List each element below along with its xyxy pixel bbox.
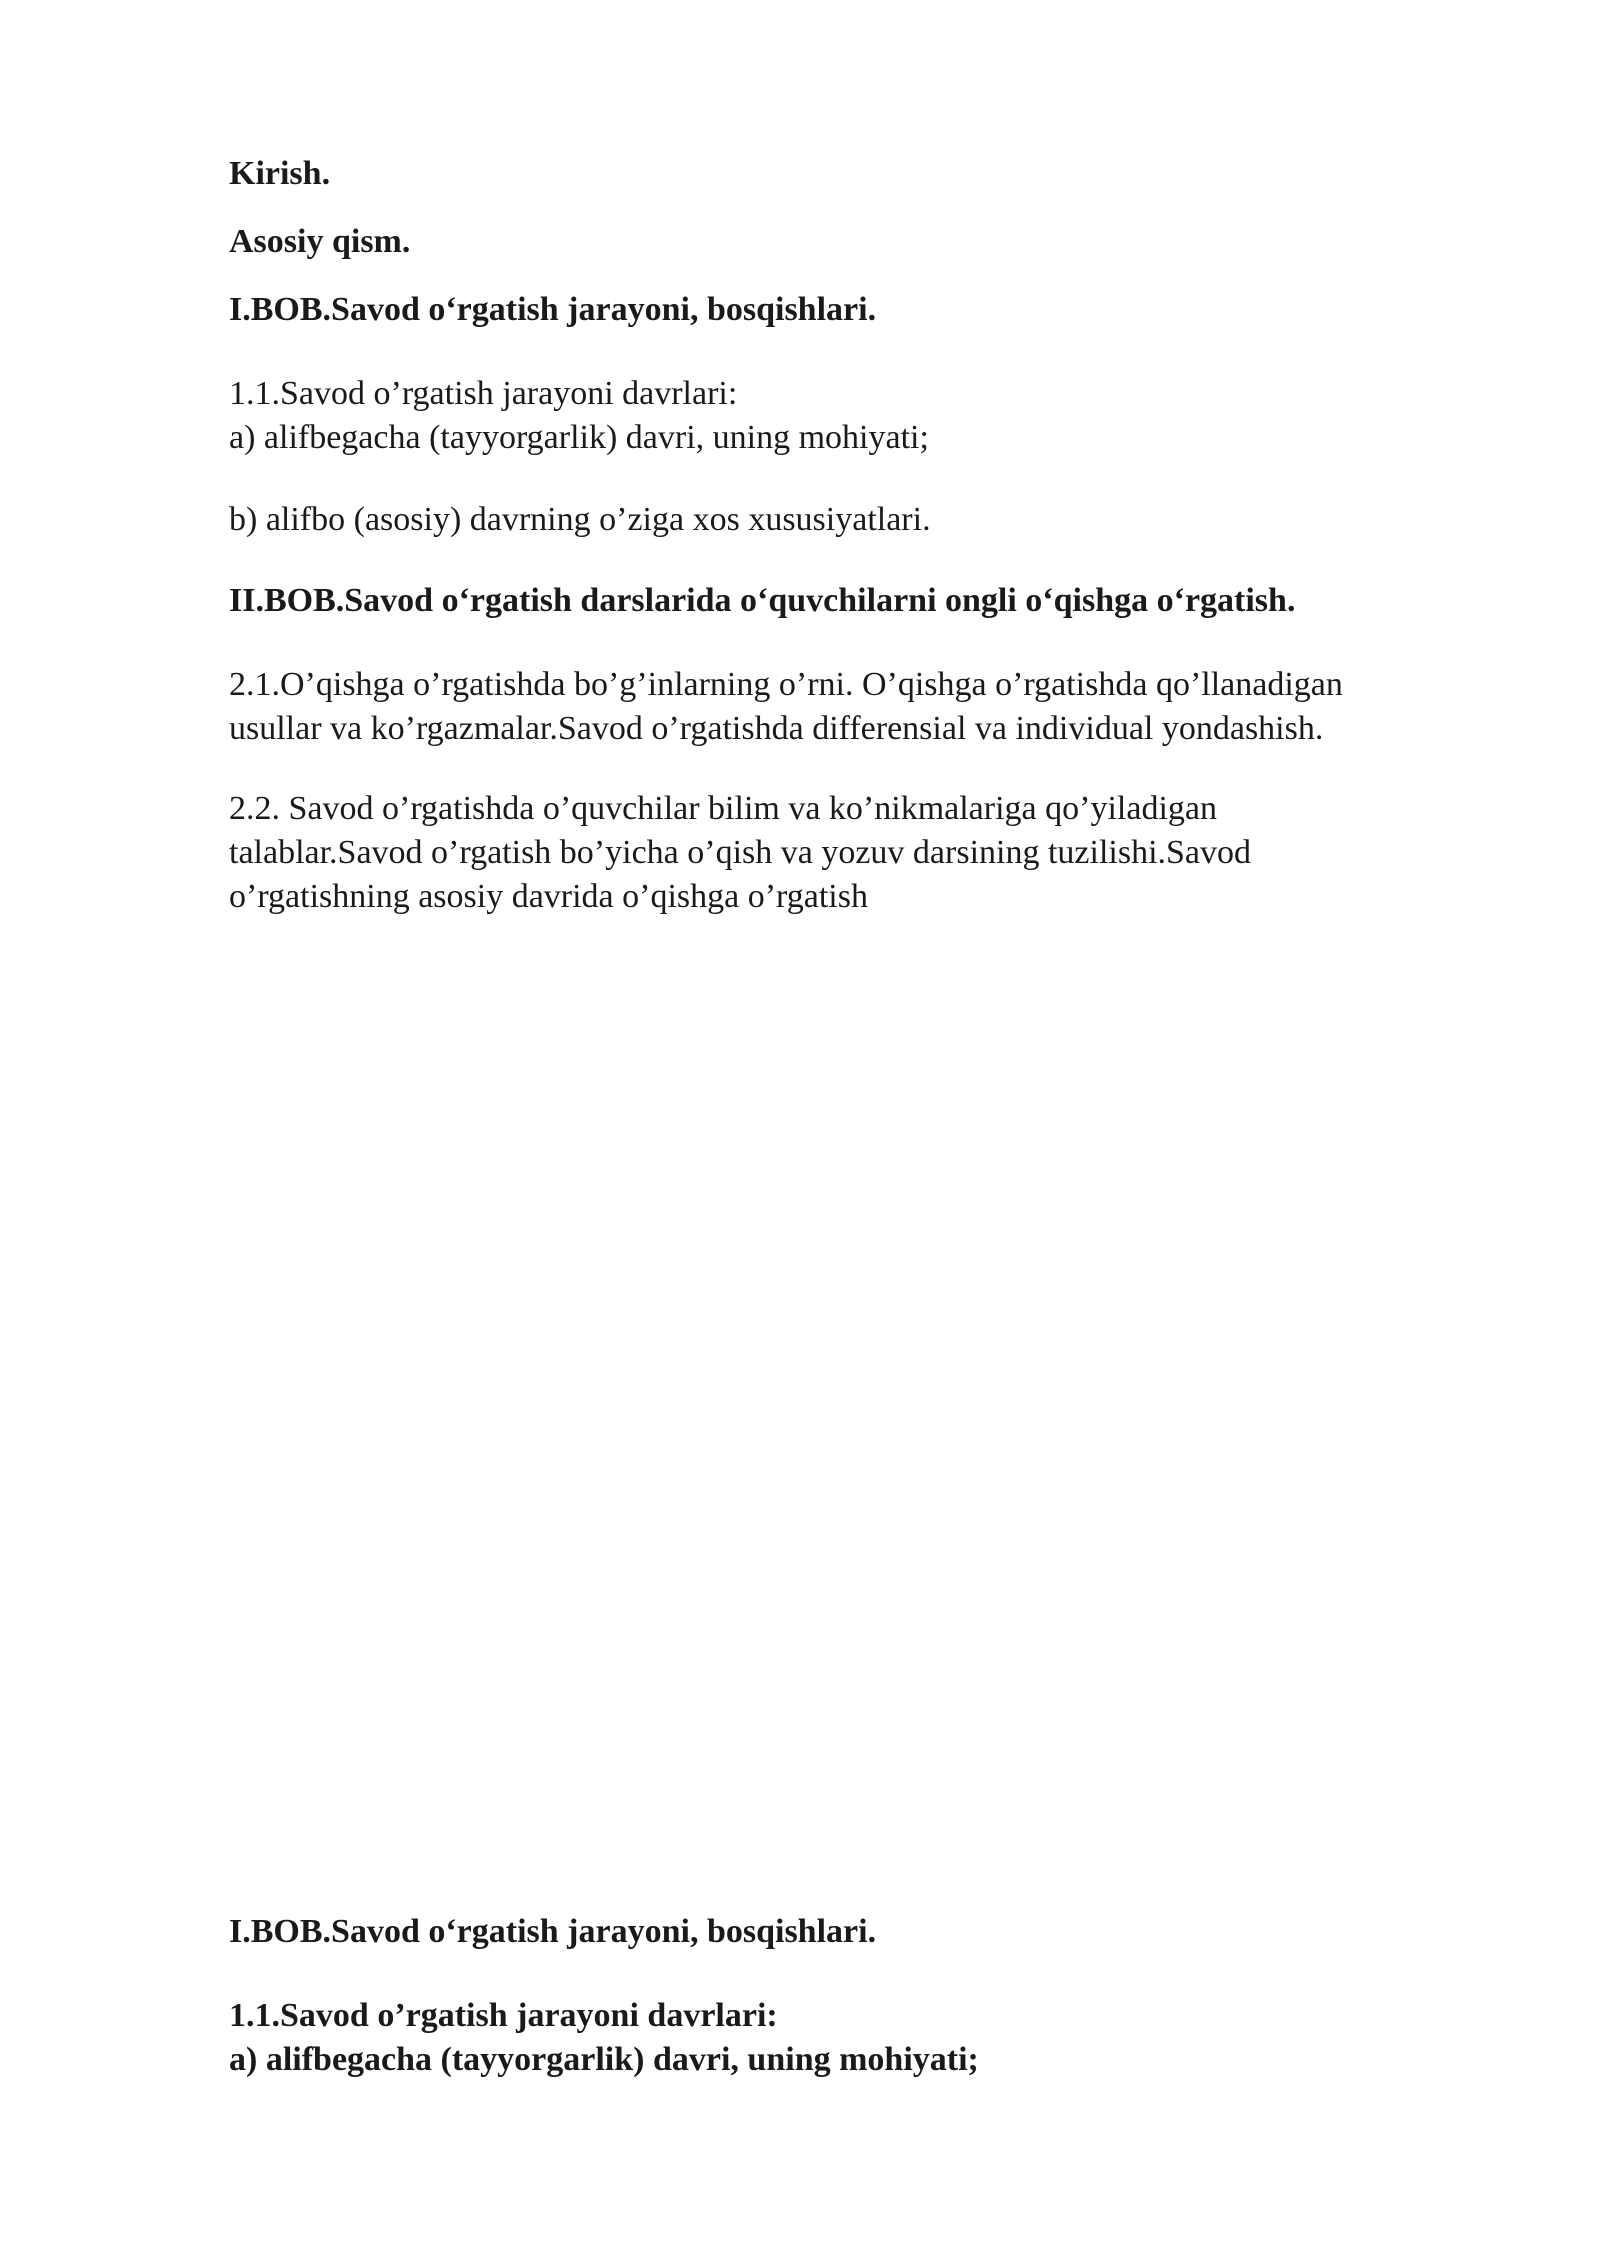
- toc-section-2-1: [229, 663, 1489, 751]
- section-1-1-heading: [229, 1994, 1489, 2082]
- chapter1-heading: I.BOB.Savod o‘rgatish jarayoni, bosqishlari.: [229, 1913, 877, 1950]
- toc-section-1-1-line: a) alifbegacha (tayyorgarlik) davri, uning mohiyati;: [229, 419, 929, 456]
- toc-section-2-2-line: talablar.Savod o’rgatish bo’yicha o’qish va yozuv darsining tuzilishi.Savod: [229, 834, 1252, 871]
- toc-section-2-1-line: usullar va ko’rgazmalar.Savod o’rgatishda differensial va individual yondashish.: [229, 710, 1324, 747]
- toc-section-2-2-line: 2.2. Savod o’rgatishda o’quvchilar bilim va ko’nikmalariga qo’yiladigan: [229, 790, 1217, 827]
- toc-chapter1-title: I.BOB.Savod o‘rgatish jarayoni, bosqishlari.: [229, 291, 877, 328]
- toc-section-1-1-b: b) alifbo (asosiy) davrning o’ziga xos xususiyatlari.: [229, 501, 931, 538]
- toc-section-2-1-line: 2.1.O’qishga o’rgatishda bo’g’inlarning o’rni. O’qishga o’rgatishda qo’llanadigan: [229, 666, 1343, 703]
- toc-section-2-2-line: o’rgatishning asosiy davrida o’qishga o’rgatish: [229, 878, 868, 915]
- toc-chapter2-title: II.BOB.Savod o‘rgatish darslarida o‘quvchilarni ongli o‘qishga o‘rgatish.: [229, 582, 1296, 619]
- section-1-1-heading-line: 1.1.Savod o’rgatish jarayoni davrlari:: [229, 1997, 778, 2034]
- toc-section-1-1: [229, 372, 1489, 460]
- toc-intro: Kirish.: [229, 155, 331, 192]
- toc-section-1-1-line: 1.1.Savod o’rgatish jarayoni davrlari:: [229, 375, 738, 412]
- section-1-1-heading-line: a) alifbegacha (tayyorgarlik) davri, uning mohiyati;: [229, 2041, 979, 2078]
- toc-section-2-2: [229, 787, 1489, 919]
- toc-main-part: Asosiy qism.: [229, 223, 411, 260]
